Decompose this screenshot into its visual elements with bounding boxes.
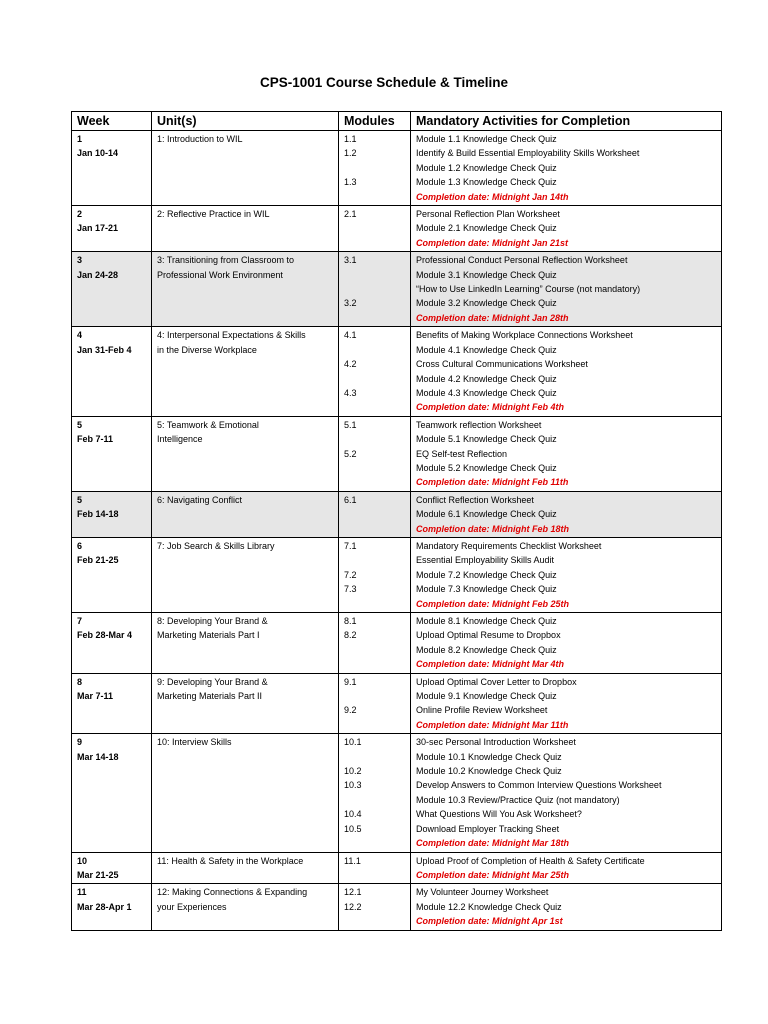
unit-label: 5: Teamwork & Emotional [157,419,259,430]
activities-cell [411,131,722,206]
activity-item: Benefits of Making Workplace Connections Worksheet [416,330,633,341]
module-number: 5.1 [344,419,357,430]
header-row [72,112,722,131]
week-dates: Feb 28-Mar 4 [77,630,133,641]
activity-item: Module 1.2 Knowledge Check Quiz [416,162,557,173]
table-row [72,734,722,852]
completion-date: Completion date: Midnight Mar 18th [416,838,569,849]
activity-item: Download Employer Tracking Sheet [416,823,560,834]
activity-item: Module 5.1 Knowledge Check Quiz [416,434,557,445]
modules-cell [339,537,411,612]
module-number: 10.1 [344,737,362,748]
table-row [72,131,722,206]
module-number: 10.4 [344,809,362,820]
modules-cell [339,327,411,416]
unit-cell [152,852,339,884]
unit-label: 6: Navigating Conflict [157,494,243,505]
table-row [72,673,722,734]
unit-label: your Experiences [157,901,227,912]
unit-cell [152,327,339,416]
module-number [344,221,405,235]
module-number [344,750,405,764]
unit-cell [152,416,339,491]
activity-item: Identify & Build Essential Employability Skills Worksheet [416,148,640,159]
activities-cell [411,734,722,852]
modules-cell [339,131,411,206]
module-number: 3.1 [344,255,357,266]
table-row [72,416,722,491]
module-number [344,689,405,703]
completion-date: Completion date: Midnight Mar 4th [416,659,564,670]
activity-item: Online Profile Review Worksheet [416,705,548,716]
week-cell [72,327,152,416]
module-number: 9.2 [344,705,357,716]
week-cell [72,206,152,252]
table-row [72,852,722,884]
activity-item: Module 5.2 Knowledge Check Quiz [416,462,557,473]
week-number: 7 [77,616,83,626]
week-dates: Mar 28-Apr 1 [77,901,132,912]
activity-item: “How to Use LinkedIn Learning” Course (not mandatory) [416,284,641,295]
activity-item: Module 8.1 Knowledge Check Quiz [416,616,557,626]
activity-item: Module 7.3 Knowledge Check Quiz [416,584,557,595]
activity-item: Module 12.2 Knowledge Check Quiz [416,901,562,912]
week-dates: Jan 31-Feb 4 [77,344,132,355]
unit-label: 4: Interpersonal Expectations & Skills [157,330,306,341]
module-number: 8.1 [344,616,357,626]
activity-item: Essential Employability Skills Audit [416,555,555,566]
week-cell [72,673,152,734]
week-dates: Feb 14-18 [77,509,119,520]
module-number: 10.5 [344,823,362,834]
unit-cell [152,734,339,852]
unit-label: 8: Developing Your Brand & [157,616,268,626]
module-number [344,553,405,567]
activities-cell [411,252,722,327]
completion-date: Completion date: Midnight Apr 1st [416,916,563,927]
module-number: 12.1 [344,887,362,898]
modules-cell [339,416,411,491]
week-number: 11 [77,887,87,898]
modules-cell [339,206,411,252]
completion-date: Completion date: Midnight Mar 11th [416,719,569,730]
week-number: 4 [77,330,83,341]
table-row [72,613,722,674]
module-number: 7.1 [344,540,357,551]
module-number: 3.2 [344,298,357,309]
page-title: CPS-1001 Course Schedule & Timeline [259,75,509,90]
header-modules: Modules [339,112,411,131]
table-row [72,206,722,252]
module-number: 7.3 [344,584,357,595]
module-number [344,371,405,385]
activity-item: Module 7.2 Knowledge Check Quiz [416,569,557,580]
module-number: 1.3 [344,177,357,188]
week-cell [72,131,152,206]
activity-item: Upload Optimal Cover Letter to Dropbox [416,676,577,687]
activities-cell [411,327,722,416]
unit-label: Professional Work Environment [157,269,283,280]
module-number: 10.3 [344,780,362,791]
week-cell [72,734,152,852]
activities-cell [411,206,722,252]
week-dates: Jan 24-28 [77,269,119,280]
week-cell [72,613,152,674]
module-number [344,282,405,296]
module-number: 1.1 [344,134,357,144]
unit-label: 11: Health & Safety in the Workplace [157,855,304,866]
table-row [72,884,722,930]
week-dates: Mar 21-25 [77,869,119,880]
activity-item: Mandatory Requirements Checklist Worksheet [416,540,602,551]
week-cell [72,884,152,930]
unit-label: 3: Transitioning from Classroom to [157,255,295,266]
unit-cell [152,131,339,206]
activities-cell [411,613,722,674]
completion-date: Completion date: Midnight Jan 14th [416,191,569,202]
module-number: 9.1 [344,676,357,687]
week-number: 8 [77,676,83,687]
activity-item: Module 1.3 Knowledge Check Quiz [416,177,557,188]
activity-item: Module 6.1 Knowledge Check Quiz [416,509,557,520]
completion-date: Completion date: Midnight Mar 25th [416,869,569,880]
activity-item: 30-sec Personal Introduction Worksheet [416,737,576,748]
header-week: Week [72,112,152,131]
week-cell [72,252,152,327]
unit-label: 1: Introduction to WIL [157,134,243,144]
activities-cell [411,416,722,491]
week-number: 2 [77,209,83,220]
unit-label: 10: Interview Skills [157,737,232,748]
activity-item: Personal Reflection Plan Worksheet [416,209,560,220]
activity-item: My Volunteer Journey Worksheet [416,887,549,898]
module-number: 12.2 [344,901,362,912]
activities-cell [411,537,722,612]
activity-item: Module 9.1 Knowledge Check Quiz [416,691,557,702]
week-cell [72,491,152,537]
activity-item: Module 4.2 Knowledge Check Quiz [416,373,557,384]
completion-date: Completion date: Midnight Feb 18th [416,523,569,534]
activity-item: Module 4.1 Knowledge Check Quiz [416,344,557,355]
modules-cell [339,884,411,930]
week-dates: Mar 7-11 [77,691,114,702]
activity-item: Module 10.1 Knowledge Check Quiz [416,751,562,762]
unit-label: 7: Job Search & Skills Library [157,540,275,551]
module-number: 7.2 [344,569,357,580]
week-number: 1 [77,134,83,144]
module-number: 4.2 [344,359,357,370]
week-cell [72,537,152,612]
table-row [72,327,722,416]
module-number: 11.1 [344,855,361,866]
week-cell [72,416,152,491]
week-dates: Feb 21-25 [77,555,119,566]
completion-date: Completion date: Midnight Jan 28th [416,312,569,323]
activity-item: Module 2.1 Knowledge Check Quiz [416,223,557,234]
module-number [344,507,405,521]
unit-cell [152,206,339,252]
week-dates: Mar 14-18 [77,751,119,762]
activity-item: Module 3.1 Knowledge Check Quiz [416,269,557,280]
module-number: 10.2 [344,766,362,777]
activities-cell [411,491,722,537]
module-number: 4.3 [344,387,357,398]
activity-item: Teamwork reflection Worksheet [416,419,542,430]
unit-label: 12: Making Connections & Expanding [157,887,308,898]
modules-cell [339,852,411,884]
table-row [72,491,722,537]
modules-cell [339,613,411,674]
unit-cell [152,673,339,734]
module-number: 1.2 [344,148,357,159]
modules-cell [339,734,411,852]
completion-date: Completion date: Midnight Feb 11th [416,477,569,488]
header-activities: Mandatory Activities for Completion [411,112,722,131]
modules-cell [339,491,411,537]
week-dates: Jan 17-21 [77,223,119,234]
header-units: Unit(s) [152,112,339,131]
activities-cell [411,673,722,734]
unit-label: 2: Reflective Practice in WIL [157,209,270,220]
week-number: 5 [77,494,83,505]
completion-date: Completion date: Midnight Feb 25th [416,598,569,609]
module-number [344,343,405,357]
week-number: 9 [77,737,83,748]
module-number: 4.1 [344,330,357,341]
modules-cell [339,252,411,327]
module-number [344,793,405,807]
activity-item: Develop Answers to Common Interview Questions Worksheet [416,780,662,791]
unit-cell [152,613,339,674]
modules-cell [339,673,411,734]
activity-item: Module 10.3 Review/Practice Quiz (not mandatory) [416,794,620,805]
week-dates: Feb 7-11 [77,434,114,445]
activity-item: Cross Cultural Communications Worksheet [416,359,588,370]
unit-cell [152,884,339,930]
activity-item: Upload Optimal Resume to Dropbox [416,630,561,641]
table-row [72,537,722,612]
week-dates: Jan 10-14 [77,148,119,159]
activity-item: What Questions Will You Ask Worksheet? [416,809,582,820]
module-number [344,161,405,175]
completion-date: Completion date: Midnight Jan 21st [416,237,569,248]
activity-item: Module 10.2 Knowledge Check Quiz [416,766,562,777]
week-number: 10 [77,855,88,866]
activity-item: Professional Conduct Personal Reflection Worksheet [416,255,628,266]
completion-date: Completion date: Midnight Feb 4th [416,402,564,413]
schedule-table [71,111,722,931]
module-number: 5.2 [344,448,357,459]
week-number: 3 [77,255,83,266]
activity-item: Module 4.3 Knowledge Check Quiz [416,387,557,398]
module-number: 8.2 [344,630,357,641]
activity-item: Upload Proof of Completion of Health & Safety Certificate [416,855,645,866]
unit-cell [152,252,339,327]
unit-cell [152,491,339,537]
module-number: 6.1 [344,494,357,505]
module-number [344,461,405,475]
unit-cell [152,537,339,612]
week-number: 5 [77,419,83,430]
activity-item: Module 1.1 Knowledge Check Quiz [416,134,557,144]
activity-item: Conflict Reflection Worksheet [416,494,534,505]
unit-label: in the Diverse Workplace [157,344,257,355]
unit-label: Marketing Materials Part II [157,691,263,702]
unit-label: Intelligence [157,434,203,445]
activity-item: Module 8.2 Knowledge Check Quiz [416,644,557,655]
module-number [344,268,405,282]
module-number: 2.1 [344,209,357,220]
unit-label: Marketing Materials Part I [157,630,260,641]
activities-cell [411,884,722,930]
activities-cell [411,852,722,884]
table-row [72,252,722,327]
activity-item: Module 3.2 Knowledge Check Quiz [416,298,557,309]
unit-label: 9: Developing Your Brand & [157,676,268,687]
week-number: 6 [77,540,83,551]
module-number [344,432,405,446]
week-cell [72,852,152,884]
activity-item: EQ Self-test Reflection [416,448,508,459]
module-number [344,643,405,657]
